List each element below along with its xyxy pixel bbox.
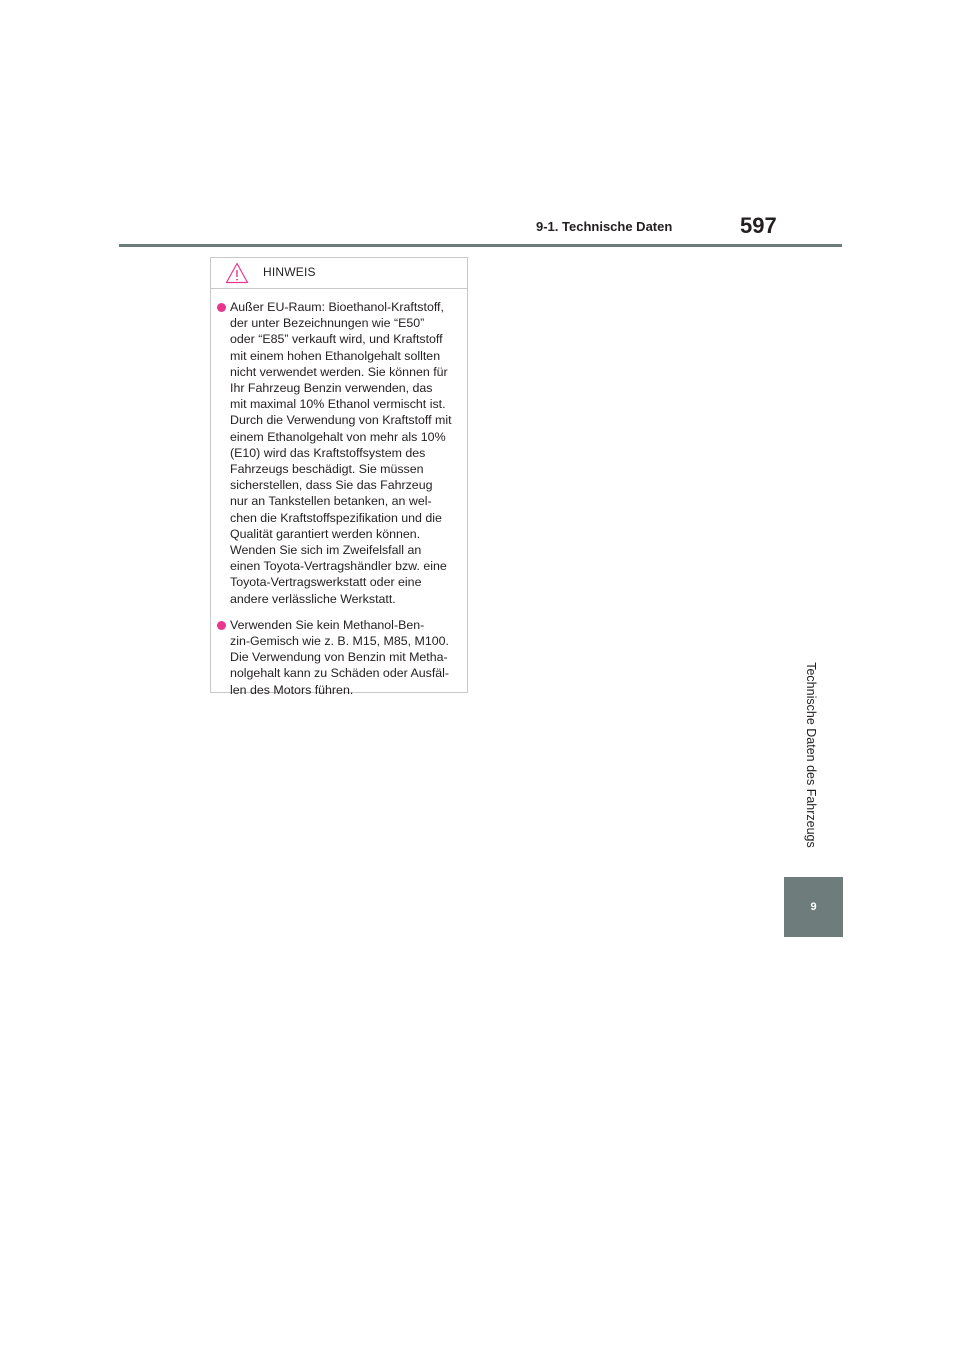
text-line: mit maximal 10% Ethanol vermischt ist. bbox=[230, 397, 446, 412]
text-line: chen die Kraftstoffspezifikation und die bbox=[230, 510, 442, 525]
text-line: einem Ethanolgehalt von mehr als 10% bbox=[230, 429, 446, 444]
chapter-tab[interactable] bbox=[784, 877, 843, 937]
chapter-number: 9 bbox=[810, 901, 817, 913]
page-number: 597 bbox=[740, 213, 777, 238]
warning-triangle-icon bbox=[225, 262, 249, 284]
text-line: oder “E85” verkauft wird, und Kraftstoff bbox=[230, 332, 443, 347]
text-line: (E10) wird das Kraftstoffsystem des bbox=[230, 445, 426, 460]
text-line: der unter Bezeichnungen wie “E50” bbox=[230, 316, 425, 331]
text-line: len des Motors führen. bbox=[230, 682, 354, 697]
text-line: Ihr Fahrzeug Benzin verwenden, das bbox=[230, 381, 433, 396]
text-line: mit einem hohen Ethanolgehalt sollten bbox=[230, 348, 441, 363]
notice-item bbox=[217, 299, 461, 607]
notice-title: HINWEIS bbox=[263, 265, 316, 279]
text-line: Wenden Sie sich im Zweifelsfall an bbox=[230, 543, 422, 558]
text-line: Außer EU-Raum: Bioethanol-Kraftstoff, bbox=[230, 300, 444, 314]
text-line: nicht verwendet werden. Sie können für bbox=[230, 364, 448, 379]
text-line: Qualität garantiert werden können. bbox=[230, 526, 421, 541]
notice-body bbox=[211, 289, 467, 698]
notice-box bbox=[210, 257, 468, 697]
text-line: Fahrzeugs beschädigt. Sie müssen bbox=[230, 462, 424, 477]
notice-header bbox=[211, 258, 467, 289]
header-rule bbox=[119, 244, 842, 247]
text-line: zin-Gemisch wie z. B. M15, M85, M100. bbox=[230, 634, 449, 649]
text-line: sicherstellen, dass Sie das Fahrzeug bbox=[230, 478, 433, 493]
section-title: 9-1. Technische Daten bbox=[536, 219, 673, 234]
text-line: Verwenden Sie kein Methanol-Ben- bbox=[230, 617, 425, 632]
chapter-title-text: Technische Daten des Fahrzeugs bbox=[804, 662, 818, 848]
text-line: einen Toyota-Vertragshändler bzw. eine bbox=[230, 559, 447, 574]
text-line: nolgehalt kann zu Schäden oder Ausfäl- bbox=[230, 666, 450, 681]
text-line: Toyota-Vertragswerkstatt oder eine bbox=[230, 575, 422, 590]
text-line: andere verlässliche Werkstatt. bbox=[230, 591, 396, 606]
text-line: Die Verwendung von Benzin mit Metha- bbox=[230, 650, 448, 665]
text-line: nur an Tankstellen betanken, an wel- bbox=[230, 494, 432, 509]
bullet-icon bbox=[217, 621, 226, 630]
text-line: Durch die Verwendung von Kraftstoff mit bbox=[230, 413, 452, 428]
chapter-side-title bbox=[786, 640, 836, 870]
notice-item bbox=[217, 617, 461, 698]
bullet-icon bbox=[217, 303, 226, 312]
